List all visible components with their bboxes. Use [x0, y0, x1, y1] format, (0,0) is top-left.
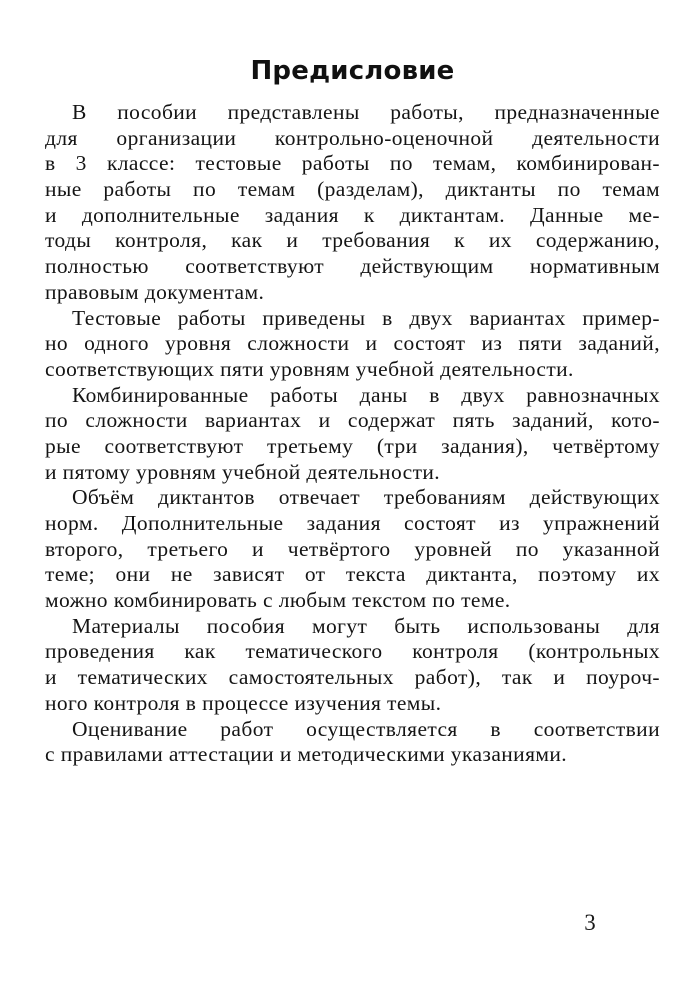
- page-title: Предисловие: [250, 56, 455, 86]
- text-line: в 3 классе: тестовые работы по темам, комбинирован-: [45, 151, 660, 176]
- text-line: Комбинированные работы даны в двух равнозначных: [72, 382, 660, 407]
- text-line: правовым документам.: [45, 279, 265, 304]
- text-line: теме; они не зависят от текста диктанта, поэтому их: [45, 562, 660, 587]
- paragraph: [45, 485, 660, 613]
- paragraph: [45, 100, 660, 306]
- text-line: по сложности вариантах и содержат пять заданий, кото-: [45, 408, 660, 433]
- text-line: рые соответствуют третьему (три задания), четвёртому: [45, 433, 660, 458]
- text-line: для организации контрольно-оценочной деятельности: [45, 125, 660, 150]
- paragraph: [45, 383, 660, 486]
- text-line: и тематических самостоятельных работ), так и поуроч-: [45, 665, 660, 690]
- text-line: норм. Дополнительные задания состоят из упражнений: [45, 511, 660, 535]
- text-line: Оценивание работ осуществляется в соответствии: [72, 716, 660, 741]
- page-body: [45, 100, 660, 768]
- text-line: соответствующих пяти уровням учебной деятельности.: [45, 356, 574, 381]
- text-line: с правилами аттестации и методическими указаниями.: [45, 742, 568, 767]
- paragraph: [45, 306, 660, 383]
- text-line: Материалы пособия могут быть использованы для: [72, 613, 660, 638]
- text-line: но одного уровня сложности и состоят из пяти заданий,: [45, 331, 660, 356]
- text-line: можно комбинировать с любым текстом по теме.: [45, 588, 511, 613]
- text-line: Объём диктантов отвечает требованиям действующих: [72, 485, 660, 510]
- text-line: и дополнительные задания к диктантам. Данные ме-: [45, 202, 660, 227]
- text-line: ные работы по темам (разделам), диктанты по темам: [45, 177, 660, 202]
- text-line: полностью соответствуют действующим нормативным: [45, 254, 660, 279]
- text-line: проведения как тематического контроля (контрольных: [45, 639, 660, 664]
- paragraph: [45, 717, 660, 768]
- paragraph: [45, 614, 660, 717]
- text-line: второго, третьего и четвёртого уровней по указанной: [45, 536, 660, 561]
- page-number: 3: [584, 910, 596, 935]
- text-line: и пятому уровням учебной деятельности.: [45, 459, 441, 484]
- text-line: ного контроля в процессе изучения темы.: [45, 690, 442, 715]
- text-line: Тестовые работы приведены в двух вариантах пример-: [72, 305, 660, 330]
- text-line: тоды контроля, как и требования к их содержанию,: [45, 228, 660, 253]
- text-line: В пособии представлены работы, предназначенные: [72, 100, 660, 124]
